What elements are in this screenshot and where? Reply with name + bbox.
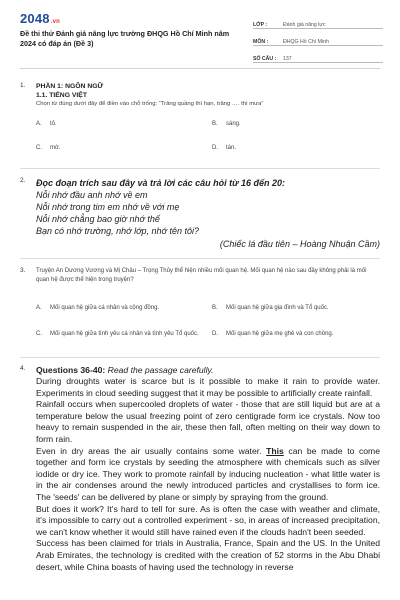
site-logo[interactable]	[20, 11, 60, 26]
option-text: Mối quan hệ giữa cá nhân và cộng đồng.	[50, 305, 160, 311]
passage-instruction: Read the passage carefully.	[107, 365, 214, 375]
option-letter: B.	[212, 305, 218, 311]
meta-value: Đánh giá năng lực	[283, 22, 326, 28]
question-body	[36, 82, 380, 169]
option-text: mờ.	[50, 145, 61, 151]
question-prompt: Chọn từ đúng dưới đây để điền vào chỗ trống: “Trăng quầng thì hạn, trăng …. thì mưa”	[36, 101, 264, 107]
option-letter: A.	[36, 121, 42, 127]
poem-line: Bạn có nhớ trường, nhớ lớp, nhớ tên tôi?	[36, 226, 199, 236]
meta-count-row	[253, 46, 383, 63]
reading-instruction: Đọc đoạn trích sau đây và trả lời các câu hỏi từ 16 đến 20:	[36, 178, 286, 188]
option-text: tỏ.	[50, 121, 57, 127]
option-text: Mối quan hệ giữa gia đình và Tổ quốc.	[226, 305, 329, 311]
subpart-heading: 1.1. TIẾNG VIỆT	[36, 92, 87, 99]
passage-paragraph: But does it work? It's hard to tell for sure. As is often the case with weather and climate, it's impossible to carry out a controlled experiment - so, in areas of increased precipitation, we can't know whether it would still have rained even if the clouds hadn't been seeded.	[36, 503, 380, 537]
question-body	[36, 267, 380, 347]
meta-value: 137	[283, 56, 292, 62]
option-letter: A.	[36, 305, 42, 311]
question-number: 3.	[20, 267, 26, 274]
option-c[interactable]	[36, 145, 204, 169]
question-number: 2.	[20, 177, 26, 184]
poem-line: Nỗi nhớ đầu anh nhớ về em	[36, 190, 148, 200]
page-header	[0, 0, 400, 68]
meta-label: LỚP :	[253, 22, 268, 28]
meta-label: SỐ CÂU :	[253, 56, 277, 62]
option-text: sáng.	[226, 121, 241, 127]
passage-paragraph	[36, 446, 380, 504]
highlighted-word: This	[266, 445, 284, 456]
question-3	[20, 267, 380, 347]
question-body	[36, 177, 380, 250]
question-number: 4.	[20, 365, 26, 372]
header-divider	[20, 68, 380, 69]
option-letter: C.	[36, 145, 42, 151]
question-4	[20, 365, 380, 573]
passage-paragraph: During droughts water is scarce but is it possible to make it rain to provide water. Experiments in cloud seeding suggest that it may be possible to artificially create rainfall.	[36, 376, 380, 398]
option-letter: B.	[212, 121, 218, 127]
logo-text: 2048	[20, 11, 50, 26]
poem-source: (Chiếc lá đầu tiên – Hoàng Nhuận Cầm)	[219, 239, 380, 249]
question-divider	[20, 168, 380, 169]
exam-meta	[253, 12, 383, 63]
meta-label: MÔN :	[253, 39, 269, 45]
question-divider	[20, 357, 380, 358]
option-letter: C.	[36, 331, 42, 337]
question-body	[36, 365, 380, 573]
option-b[interactable]	[212, 295, 380, 321]
option-text: Mối quan hệ giữa tình yêu cá nhân và tình yêu Tổ quốc.	[50, 330, 199, 337]
passage-text: can be made to come together and form ice crystals by seeding the atmosphere with chemicals such as silver iodide or dry ice. They work to promote rainfall by inducing nucleation - what little water is in the air condenses around the newly introduced particles and crystallises to form ice. The 'seeds' can be delivered by plane or simply by spraying from the ground.	[36, 445, 380, 502]
option-a[interactable]	[36, 295, 204, 321]
option-c[interactable]	[36, 321, 204, 347]
poem-line: Nỗi nhớ chẳng bao giờ nhớ thế	[36, 214, 160, 224]
passage-text: Even in dry areas the air usually contains some water.	[36, 445, 267, 456]
question-2	[20, 177, 380, 250]
meta-subject-row	[253, 29, 383, 46]
option-d[interactable]	[212, 145, 380, 169]
logo-suffix: .vn	[50, 19, 61, 25]
passage-questions-label: Questions 36-40:	[36, 365, 106, 375]
option-text: tán.	[226, 145, 237, 151]
part-heading: PHẦN 1: NGÔN NGỮ	[36, 83, 104, 90]
meta-value: ĐHQG Hồ Chí Minh	[283, 39, 329, 45]
option-a[interactable]	[36, 121, 204, 145]
reading-passage	[36, 376, 380, 573]
passage-heading	[36, 365, 380, 376]
answer-options	[36, 121, 380, 169]
option-letter: D.	[212, 331, 218, 337]
option-letter: D.	[212, 145, 218, 151]
question-1	[20, 82, 380, 169]
meta-class-row	[253, 12, 383, 29]
question-prompt: Truyện An Dương Vương và Mị Châu – Trọng Thủy thể hiện nhiều mối quan hệ. Mối quan hệ nào sau đây không phải là mối quan hệ được thể hiện trong truyện?	[36, 268, 367, 283]
option-d[interactable]	[212, 321, 380, 347]
question-divider	[20, 258, 380, 259]
answer-options	[36, 295, 380, 347]
passage-paragraph: Rainfall occurs when supercooled droplets of water - those that are still liquid but are at a temperature below the usual freezing point of zero centigrade form ice crystals. Now too heavy to remain suspended in the air, these then fall, often melting on their way down to form rain.	[36, 399, 380, 444]
option-text: Mối quan hệ giữa mẹ ghẻ và con chồng.	[226, 331, 334, 337]
option-b[interactable]	[212, 121, 380, 145]
question-number: 1.	[20, 82, 26, 89]
passage-paragraph: Success has been claimed for trials in Australia, France, Spain and the US. In the United Arab Emirates, the technology is credited with the creation of 52 storms in the Abu Dhabi desert, while China boasts of having used the technology in reverse	[36, 538, 380, 572]
poem-line: Nỗi nhớ trong tim em nhớ về với mẹ	[36, 202, 180, 212]
exam-title: Đề thi thử Đánh giá năng lực trường ĐHQG Hồ Chí Minh năm 2024 có đáp án (Đề 3)	[20, 29, 230, 48]
